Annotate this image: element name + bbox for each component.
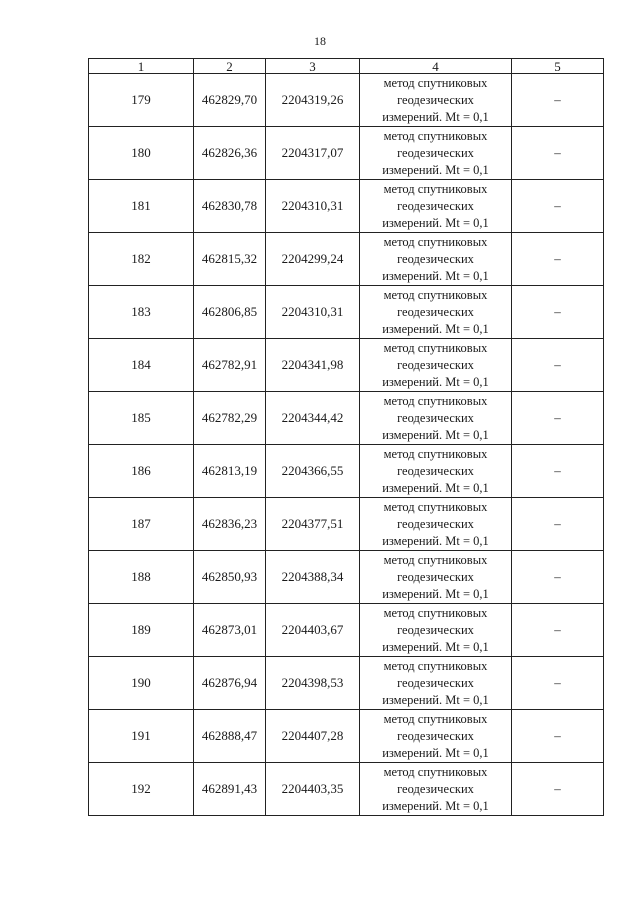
method-line: измерений. Mt = 0,1 [382, 109, 489, 124]
x-coordinate-cell: 462826,36 [194, 127, 266, 180]
x-coordinate-cell: 462873,01 [194, 604, 266, 657]
table-row [89, 233, 604, 286]
coordinates-table [88, 58, 604, 816]
y-coordinate-cell: 2204398,53 [266, 657, 360, 710]
y-coordinate-cell: 2204407,28 [266, 710, 360, 763]
method-line: геодезических [397, 251, 474, 266]
x-coordinate-cell: 462891,43 [194, 763, 266, 816]
point-number-cell: 188 [89, 551, 194, 604]
method-cell [360, 127, 512, 180]
header-col-5: 5 [512, 59, 604, 74]
method-line: геодезических [397, 145, 474, 160]
x-coordinate-cell: 462782,91 [194, 339, 266, 392]
x-coordinate-cell: 462782,29 [194, 392, 266, 445]
method-line: измерений. Mt = 0,1 [382, 427, 489, 442]
method-line: измерений. Mt = 0,1 [382, 586, 489, 601]
point-number-cell: 179 [89, 74, 194, 127]
method-line: геодезических [397, 198, 474, 213]
method-line: измерений. Mt = 0,1 [382, 798, 489, 813]
table-row [89, 604, 604, 657]
method-cell [360, 763, 512, 816]
y-coordinate-cell: 2204403,67 [266, 604, 360, 657]
note-cell: – [512, 339, 604, 392]
table-row [89, 763, 604, 816]
method-line: геодезических [397, 463, 474, 478]
method-line: измерений. Mt = 0,1 [382, 162, 489, 177]
note-cell: – [512, 74, 604, 127]
note-cell: – [512, 233, 604, 286]
method-line: метод спутниковых [383, 287, 488, 302]
method-line: измерений. Mt = 0,1 [382, 533, 489, 548]
x-coordinate-cell: 462829,70 [194, 74, 266, 127]
header-col-4: 4 [360, 59, 512, 74]
method-line: измерений. Mt = 0,1 [382, 639, 489, 654]
method-cell [360, 392, 512, 445]
method-cell [360, 233, 512, 286]
note-cell: – [512, 127, 604, 180]
note-cell: – [512, 445, 604, 498]
method-cell [360, 604, 512, 657]
method-line: геодезических [397, 410, 474, 425]
y-coordinate-cell: 2204341,98 [266, 339, 360, 392]
x-coordinate-cell: 462876,94 [194, 657, 266, 710]
method-line: метод спутниковых [383, 446, 488, 461]
method-line: измерений. Mt = 0,1 [382, 321, 489, 336]
method-line: измерений. Mt = 0,1 [382, 268, 489, 283]
method-line: метод спутниковых [383, 128, 488, 143]
header-row [89, 59, 604, 74]
point-number-cell: 190 [89, 657, 194, 710]
point-number-cell: 191 [89, 710, 194, 763]
point-number-cell: 185 [89, 392, 194, 445]
x-coordinate-cell: 462815,32 [194, 233, 266, 286]
method-cell [360, 339, 512, 392]
method-cell [360, 286, 512, 339]
method-cell [360, 710, 512, 763]
table-row [89, 127, 604, 180]
table-row [89, 657, 604, 710]
note-cell: – [512, 604, 604, 657]
point-number-cell: 182 [89, 233, 194, 286]
method-line: метод спутниковых [383, 764, 488, 779]
note-cell: – [512, 551, 604, 604]
y-coordinate-cell: 2204344,42 [266, 392, 360, 445]
method-line: геодезических [397, 516, 474, 531]
note-cell: – [512, 392, 604, 445]
x-coordinate-cell: 462806,85 [194, 286, 266, 339]
method-cell [360, 74, 512, 127]
y-coordinate-cell: 2204310,31 [266, 180, 360, 233]
y-coordinate-cell: 2204317,07 [266, 127, 360, 180]
x-coordinate-cell: 462888,47 [194, 710, 266, 763]
x-coordinate-cell: 462813,19 [194, 445, 266, 498]
y-coordinate-cell: 2204319,26 [266, 74, 360, 127]
method-line: геодезических [397, 622, 474, 637]
method-line: геодезических [397, 92, 474, 107]
method-line: геодезических [397, 357, 474, 372]
header-col-3: 3 [266, 59, 360, 74]
table-body [89, 74, 604, 816]
method-line: метод спутниковых [383, 605, 488, 620]
table-row [89, 392, 604, 445]
y-coordinate-cell: 2204310,31 [266, 286, 360, 339]
point-number-cell: 189 [89, 604, 194, 657]
method-cell [360, 445, 512, 498]
method-cell [360, 551, 512, 604]
method-line: метод спутниковых [383, 181, 488, 196]
note-cell: – [512, 498, 604, 551]
y-coordinate-cell: 2204388,34 [266, 551, 360, 604]
method-line: геодезических [397, 781, 474, 796]
header-col-2: 2 [194, 59, 266, 74]
point-number-cell: 183 [89, 286, 194, 339]
table-row [89, 286, 604, 339]
method-line: метод спутниковых [383, 711, 488, 726]
point-number-cell: 187 [89, 498, 194, 551]
method-line: геодезических [397, 675, 474, 690]
method-cell [360, 180, 512, 233]
table-row [89, 551, 604, 604]
table-row [89, 74, 604, 127]
point-number-cell: 180 [89, 127, 194, 180]
y-coordinate-cell: 2204299,24 [266, 233, 360, 286]
y-coordinate-cell: 2204377,51 [266, 498, 360, 551]
x-coordinate-cell: 462830,78 [194, 180, 266, 233]
table-row [89, 180, 604, 233]
page-number: 18 [314, 34, 326, 48]
y-coordinate-cell: 2204403,35 [266, 763, 360, 816]
header-col-1: 1 [89, 59, 194, 74]
method-line: метод спутниковых [383, 552, 488, 567]
x-coordinate-cell: 462836,23 [194, 498, 266, 551]
note-cell: – [512, 710, 604, 763]
method-cell [360, 657, 512, 710]
y-coordinate-cell: 2204366,55 [266, 445, 360, 498]
table-row [89, 445, 604, 498]
method-line: метод спутниковых [383, 658, 488, 673]
point-number-cell: 192 [89, 763, 194, 816]
method-line: метод спутниковых [383, 393, 488, 408]
note-cell: – [512, 286, 604, 339]
note-cell: – [512, 180, 604, 233]
method-cell [360, 498, 512, 551]
method-line: геодезических [397, 728, 474, 743]
note-cell: – [512, 657, 604, 710]
method-line: метод спутниковых [383, 75, 488, 90]
table-row [89, 710, 604, 763]
method-line: геодезических [397, 569, 474, 584]
method-line: измерений. Mt = 0,1 [382, 745, 489, 760]
method-line: геодезических [397, 304, 474, 319]
point-number-cell: 181 [89, 180, 194, 233]
method-line: метод спутниковых [383, 340, 488, 355]
table-row [89, 339, 604, 392]
method-line: измерений. Mt = 0,1 [382, 480, 489, 495]
method-line: метод спутниковых [383, 234, 488, 249]
note-cell: – [512, 763, 604, 816]
table-row [89, 498, 604, 551]
method-line: измерений. Mt = 0,1 [382, 692, 489, 707]
point-number-cell: 184 [89, 339, 194, 392]
method-line: измерений. Mt = 0,1 [382, 215, 489, 230]
point-number-cell: 186 [89, 445, 194, 498]
method-line: метод спутниковых [383, 499, 488, 514]
x-coordinate-cell: 462850,93 [194, 551, 266, 604]
method-line: измерений. Mt = 0,1 [382, 374, 489, 389]
table-header [89, 59, 604, 74]
